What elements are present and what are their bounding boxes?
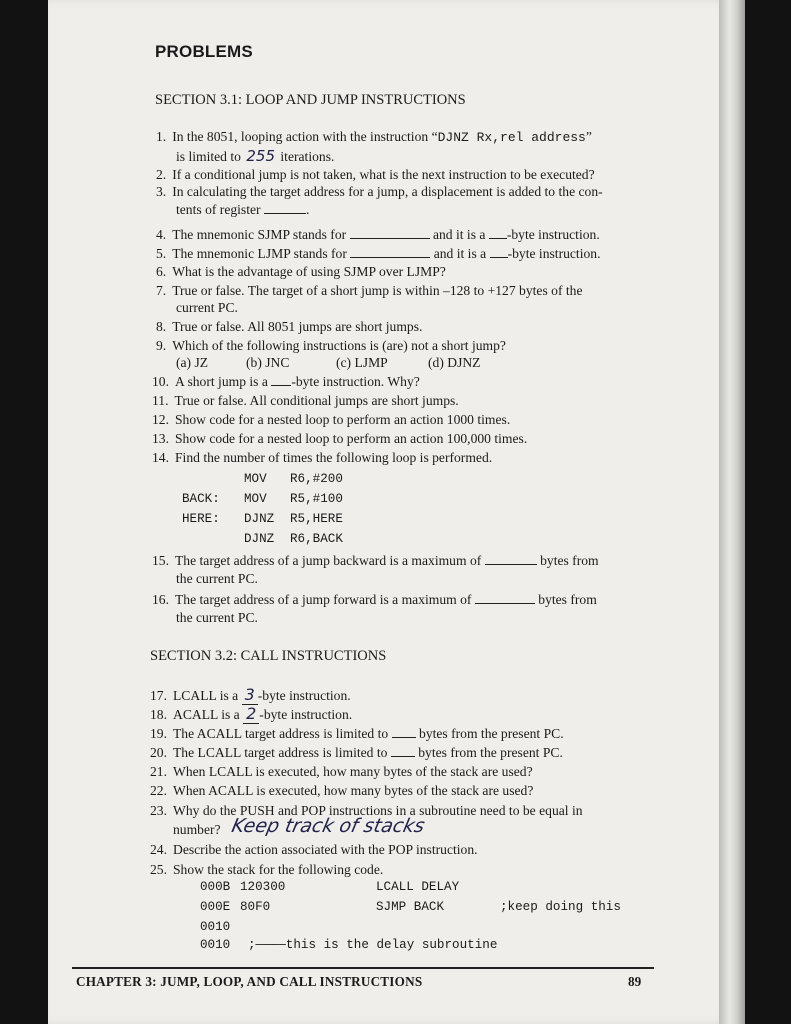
question-12: 12. Show code for a nested loop to perform an action 1000 times. — [152, 412, 511, 427]
section-3-1-title: SECTION 3.1: LOOP AND JUMP INSTRUCTIONS — [155, 92, 466, 108]
problems-heading: PROBLEMS — [155, 42, 253, 61]
footer-rule — [72, 967, 654, 969]
question-8: 8. True or false. All 8051 jumps are short jumps. — [156, 319, 423, 334]
question-14-code-line-4: DJNZ R6,BACK — [244, 532, 343, 546]
question-23-line-2: number? — [173, 822, 221, 837]
question-9: 9. Which of the following instructions is (are) not a short jump? — [156, 338, 506, 353]
question-24: 24. Describe the action associated with the POP instruction. — [150, 842, 478, 857]
question-3: 3. In calculating the target address for a jump, a displacement is added to the con- — [156, 184, 603, 199]
question-16: 16. The target address of a jump forward is a maximum of bytes from — [152, 592, 597, 607]
question-25-code-line-1: 000B 120300 LCALL DELAY — [200, 880, 460, 894]
option-d: (d) DJNZ — [428, 355, 481, 370]
question-25-code-line-3: 0010 — [200, 920, 231, 934]
question-15: 15. The target address of a jump backward is a maximum of bytes from — [152, 553, 599, 568]
section-3-2-title: SECTION 3.2: CALL INSTRUCTIONS — [150, 648, 387, 664]
question-20: 20. The LCALL target address is limited to bytes from the present PC. — [150, 745, 563, 760]
question-11: 11. True or false. All conditional jumps are short jumps. — [152, 393, 459, 408]
question-17: 17. LCALL is a 3 -byte instruction. — [150, 685, 351, 704]
question-7-line-2: current PC. — [176, 300, 238, 315]
answer-handwritten-3: 3 — [242, 685, 258, 705]
answer-handwritten-2: 2 — [243, 704, 259, 724]
question-19: 19. The ACALL target address is limited to bytes from the present PC. — [150, 726, 564, 741]
question-21: 21. When LCALL is executed, how many bytes of the stack are used? — [150, 764, 533, 779]
question-23: 23. Why do the PUSH and POP instructions in a subroutine need to be equal in — [150, 803, 583, 818]
question-14-code-line-1: MOV R6,#200 — [244, 472, 343, 486]
question-1-line-2: is limited to 255 iterations. — [176, 147, 335, 165]
question-25-code-line-2: 000E 80F0 SJMP BACK ;keep doing this — [200, 900, 621, 914]
question-5: 5. The mnemonic LJMP stands for and it is a -byte instruction. — [156, 246, 601, 261]
question-14-code-line-2: BACK: MOV R5,#100 — [182, 492, 343, 506]
page-number: 89 — [628, 974, 642, 989]
question-3-line-2: tents of register . — [176, 202, 310, 217]
question-15-line-2: the current PC. — [176, 571, 258, 586]
question-25-code-line-4: 0010 ;————this is the delay subroutine — [200, 938, 498, 952]
answer-handwritten-keep-track: Keep track of stacks — [229, 815, 427, 837]
option-b: (b) JNC — [246, 355, 290, 370]
page-edge-stack — [719, 0, 745, 1024]
question-10: 10. A short jump is a -byte instruction. Why? — [152, 374, 420, 389]
question-25: 25. Show the stack for the following code. — [150, 862, 384, 877]
option-c: (c) LJMP — [336, 355, 388, 370]
question-14: 14. Find the number of times the following loop is performed. — [152, 450, 493, 465]
question-1: 1. In the 8051, looping action with the instruction “DJNZ Rx,rel address” — [156, 129, 592, 145]
question-22: 22. When ACALL is executed, how many bytes of the stack are used? — [150, 783, 534, 798]
question-14-code-line-3: HERE: DJNZ R5,HERE — [182, 512, 343, 526]
question-9-options — [176, 355, 480, 371]
question-18: 18. ACALL is a 2 -byte instruction. — [150, 704, 353, 723]
option-a: (a) JZ — [176, 355, 209, 370]
chapter-footer: CHAPTER 3: JUMP, LOOP, AND CALL INSTRUCTIONS — [76, 974, 423, 989]
question-7: 7. True or false. The target of a short jump is within –128 to +127 bytes of the — [156, 283, 583, 298]
answer-handwritten-255: 255 — [246, 147, 275, 165]
question-2: 2. If a conditional jump is not taken, what is the next instruction to be executed? — [156, 167, 595, 182]
question-6: 6. What is the advantage of using SJMP over LJMP? — [156, 264, 446, 279]
question-4: 4. The mnemonic SJMP stands for and it is a -byte instruction. — [156, 227, 600, 242]
question-16-line-2: the current PC. — [176, 610, 258, 625]
question-13: 13. Show code for a nested loop to perform an action 100,000 times. — [152, 431, 528, 446]
